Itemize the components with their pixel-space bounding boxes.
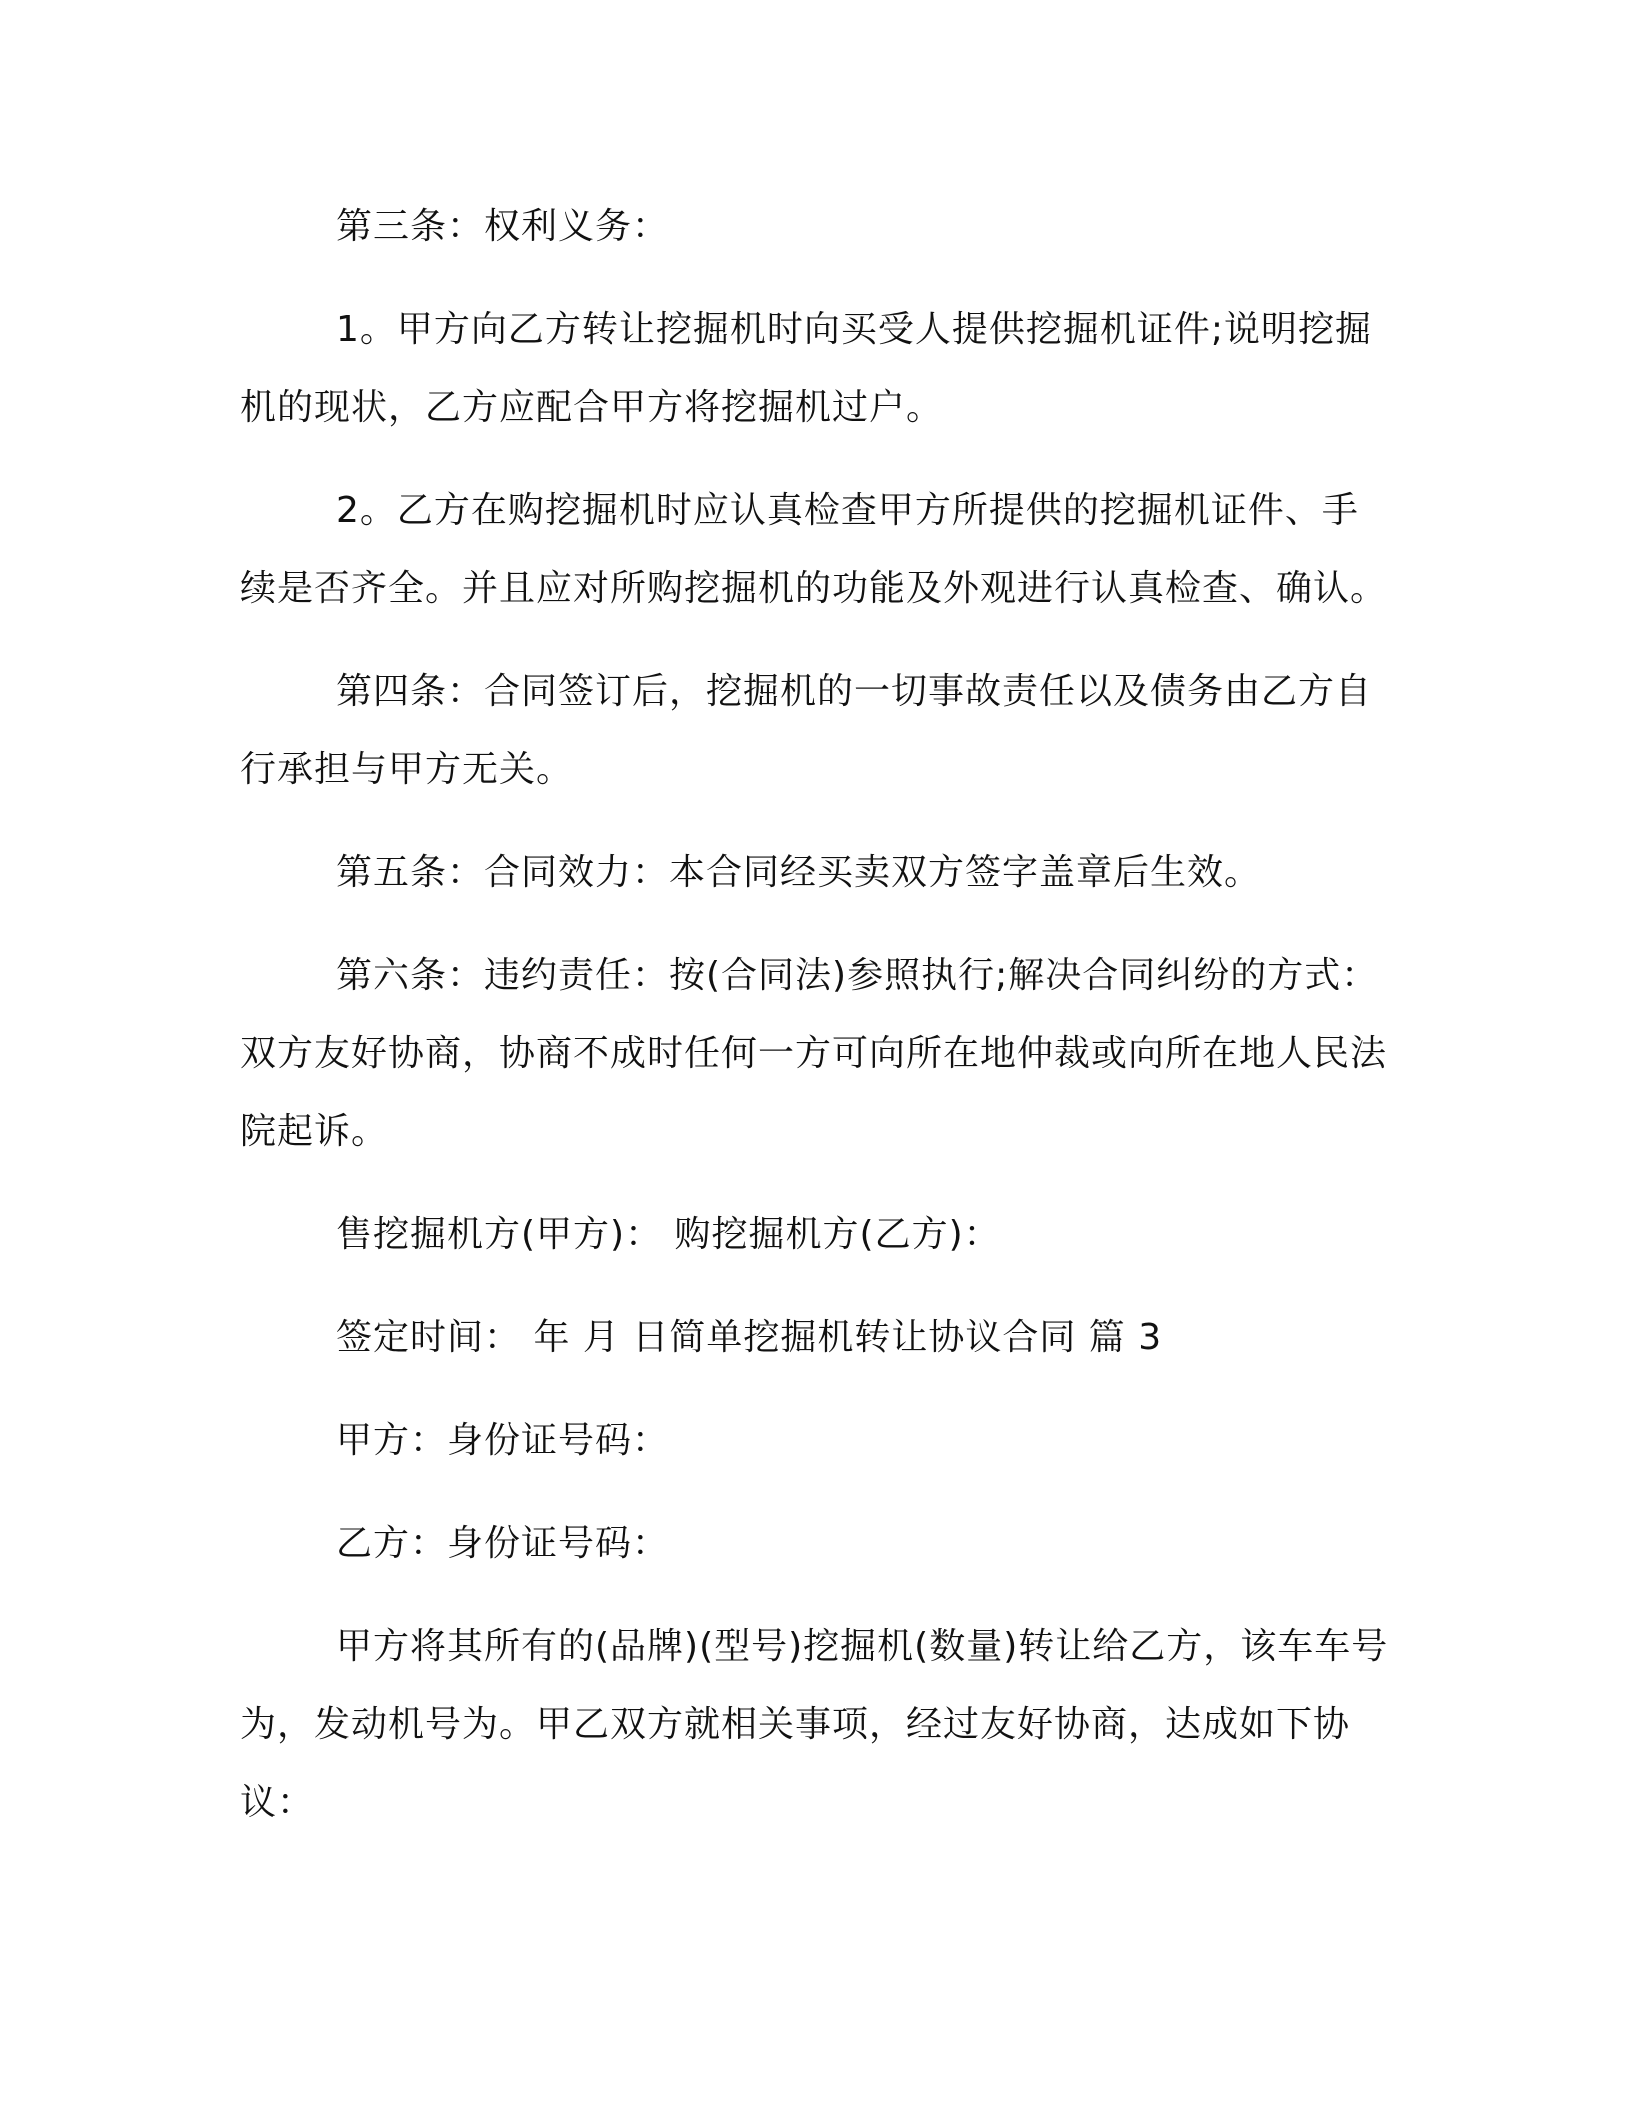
article-4: 第四条：合同签订后，挖掘机的一切事故责任以及债务由乙方自行承担与甲方无关。: [240, 671, 1373, 790]
signing-date-line: 签定时间： 年 月 日简单挖掘机转让协议合同 篇 3: [336, 1317, 1163, 1358]
party-b-id-line: 乙方：身份证号码：: [336, 1523, 670, 1564]
article-6: 第六条：违约责任：按(合同法)参照执行;解决合同纠纷的方式：双方友好协商，协商不成时任何一方可向所在地仲裁或向所在地人民法院起诉。: [240, 955, 1388, 1152]
transfer-intro-paragraph: 甲方将其所有的(品牌)(型号)挖掘机(数量)转让给乙方，该车车号为，发动机号为。甲乙双方就相关事项，经过友好协商，达成如下协议：: [240, 1626, 1389, 1823]
article-3-clause-2: 2。乙方在购挖掘机时应认真检查甲方所提供的挖掘机证件、手续是否齐全。并且应对所购挖掘机的功能及外观进行认真检查、确认。: [240, 490, 1388, 609]
article-5: 第五条：合同效力：本合同经买卖双方签字盖章后生效。: [336, 852, 1262, 893]
party-a-id-line: 甲方：身份证号码：: [336, 1420, 670, 1461]
article-3-clause-1: 1。甲方向乙方转让挖掘机时向买受人提供挖掘机证件;说明挖掘机的现状，乙方应配合甲方将挖掘机过户。: [240, 309, 1373, 428]
document-body: [240, 188, 1390, 1842]
article-3-heading: 第三条：权利义务：: [336, 206, 670, 247]
signature-line: 售挖掘机方(甲方)： 购挖掘机方(乙方)：: [336, 1214, 1001, 1255]
